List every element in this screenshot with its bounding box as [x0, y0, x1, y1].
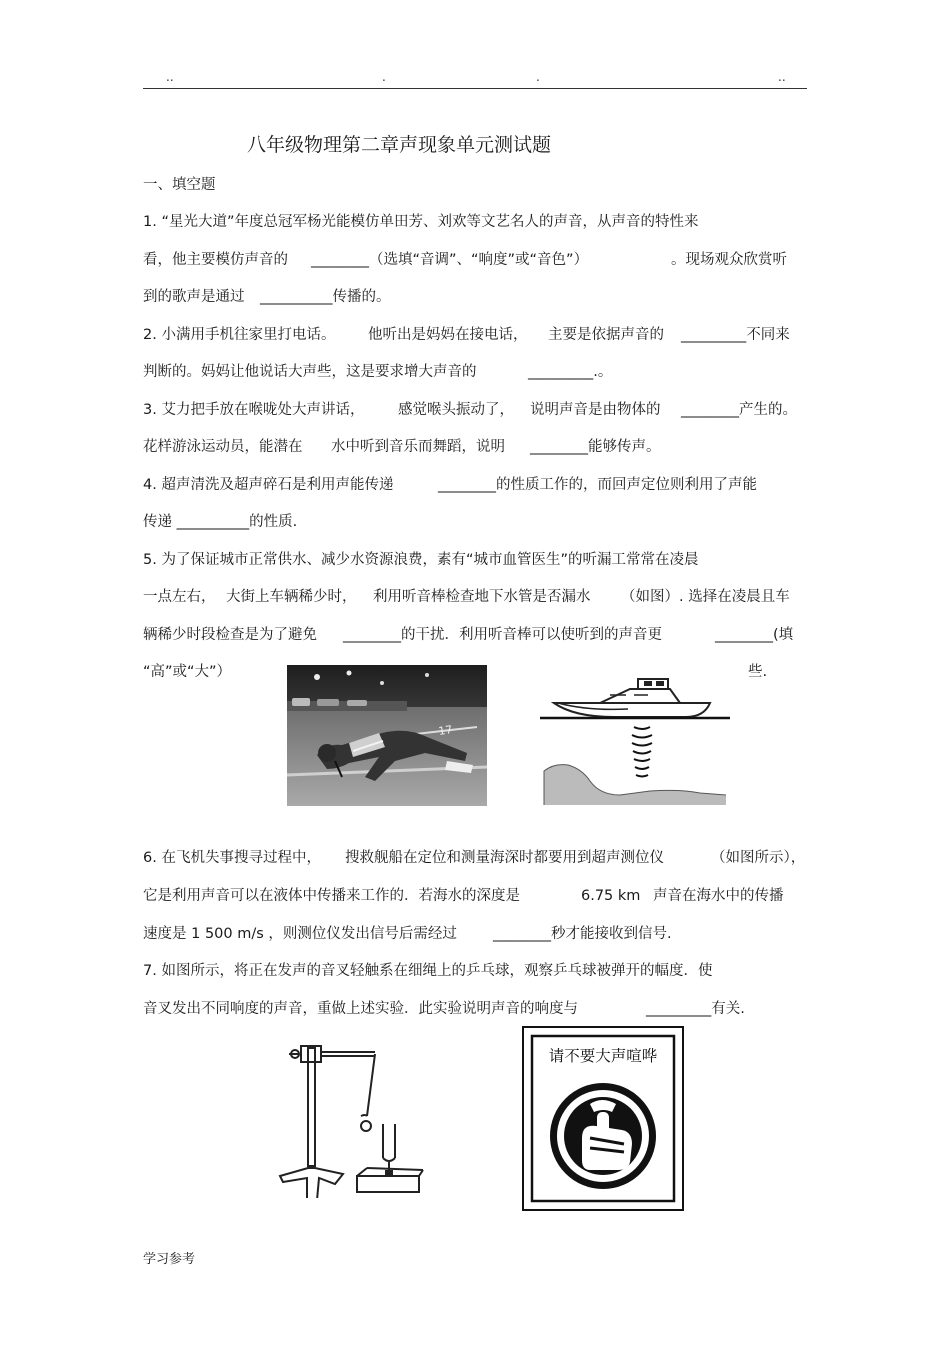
q2-text: 2. 小满用手机往家里打电话。 [143, 327, 336, 343]
q5-text: “高”或“大”） [143, 664, 232, 680]
q1-blank-2: __________传播的。 [260, 289, 391, 305]
q1-blank-1: ________（选填“音调”、“响度”或“音色”） [311, 252, 589, 268]
header-dot: .. [166, 70, 174, 84]
q6-line-3 [143, 923, 763, 945]
q3-line-1 [143, 399, 807, 421]
sign-text: 请不要大声喧哗 [548, 1047, 658, 1065]
q6-text: 它是利用声音可以在液体中传播来工作的．若海水的深度是 [143, 888, 520, 904]
q4-line-2: 传递 __________的性质. [143, 514, 298, 530]
q7-line-2 [143, 998, 763, 1020]
q6-blank-1: ________秒才能接收到信号. [493, 926, 672, 942]
header-dot: .. [778, 70, 786, 84]
q5-text: 大街上车辆稀少时， [226, 589, 357, 605]
q2-blank-2: _________.。 [528, 364, 613, 380]
q2-text: 主要是依据声音的 [548, 327, 664, 343]
q5-text: 一点左右， [143, 589, 216, 605]
header-dot: . [382, 70, 386, 84]
q1-text: 。现场观众欣赏听 [671, 252, 787, 268]
page-title: 八年级物理第二章声现象单元测试题 [247, 134, 552, 156]
q3-blank-1: ________产生的。 [681, 402, 797, 418]
quiet-sign [522, 1026, 684, 1211]
q2-text: 判断的。妈妈让他说话大声些，这是要求增大声音的 [143, 364, 477, 380]
q3-text: 3. 艾力把手放在喉咙处大声讲话， [143, 402, 365, 418]
q3-text: 水中听到音乐而舞蹈，说明 [331, 439, 505, 455]
q1-line-1: 1. “星光大道”年度总冠军杨光能模仿单田芳、刘欢等文艺名人的声音，从声音的特性来 [143, 214, 699, 230]
q3-text: 感觉喉头振动了， [398, 402, 514, 418]
q3-blank-2: ________能够传声。 [530, 439, 661, 455]
q2-blank-1: _________不同来 [681, 327, 790, 343]
q5-text: 些. [748, 664, 768, 680]
ship-sonar-diagram [540, 673, 730, 805]
q2-line-1 [143, 324, 807, 346]
tuning-fork-apparatus [275, 1038, 430, 1198]
q7-blank-1: _________有关. [646, 1001, 745, 1017]
q3-line-2 [143, 436, 803, 458]
q5-blank-1: ________的干扰．利用听音棒可以使听到的声音更 [343, 627, 662, 643]
q6-line-2 [143, 885, 807, 907]
header-dot: . [536, 70, 540, 84]
q5-line-1: 5. 为了保证城市正常供水、减少水资源浪费，素有“城市血管医生”的听漏工常常在凌晨 [143, 552, 699, 568]
q6-text: 6. 在飞机失事搜寻过程中， [143, 850, 321, 866]
q2-line-2 [143, 361, 803, 383]
q6-text: 声音在海水中的传播 [653, 888, 784, 904]
header-rule [143, 88, 807, 89]
q6-value: 6.75 km [581, 888, 641, 904]
q5-text: 辆稀少时段检查是为了避免 [143, 627, 317, 643]
q1-line-3 [143, 286, 803, 308]
q4-blank-1: ________的性质工作的，而回声定位则利用了声能 [438, 477, 757, 493]
q2-text: 他听出是妈妈在接电话， [368, 327, 528, 343]
q5-line-3 [143, 624, 807, 646]
q5-text: （如图）. 选择在凌晨且车 [621, 589, 790, 605]
q6-text: 搜救舰船在定位和测量海深时都要用到超声测位仪 [345, 850, 664, 866]
q1-line-2 [143, 249, 803, 271]
section-heading: 一、填空题 [143, 177, 216, 193]
q5-blank-2: ________(填 [715, 627, 794, 643]
q4-text: 4. 超声清洗及超声碎石是利用声能传递 [143, 477, 394, 493]
q5-text: 利用听音棒检查地下水管是否漏水 [373, 589, 591, 605]
footer-text: 学习参考 [143, 1252, 196, 1267]
q6-text: （如图所示）， [711, 850, 806, 866]
q5-line-2 [143, 586, 807, 608]
q6-text: 速度是 1 500 m/s ，则测位仪发出信号后需经过 [143, 926, 457, 942]
q3-text: 花样游泳运动员，能潜在 [143, 439, 303, 455]
listening-worker-photo [287, 665, 487, 806]
q1-text: 看，他主要模仿声音的 [143, 252, 288, 268]
q6-line-1 [143, 847, 807, 869]
svg-text:17: 17 [437, 723, 454, 738]
q3-text: 说明声音是由物体的 [530, 402, 661, 418]
q7-line-1: 7. 如图所示，将正在发声的音叉轻触系在细绳上的乒乓球，观察乒乓球被弹开的幅度．使 [143, 963, 713, 979]
q4-line-1 [143, 474, 803, 496]
q1-text: 到的歌声是通过 [143, 289, 245, 305]
q7-text: 音叉发出不同响度的声音，重做上述实验．此实验说明声音的响度与 [143, 1001, 578, 1017]
